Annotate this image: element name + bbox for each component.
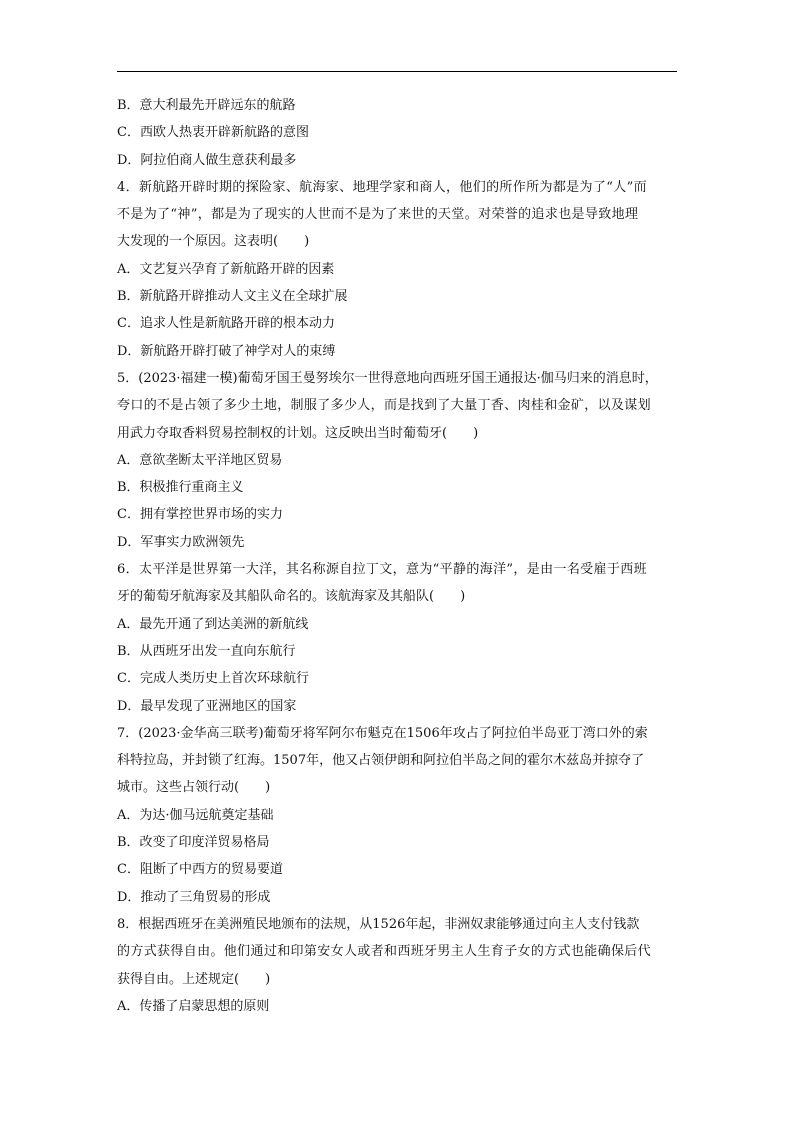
option-q6-b: B．从西班牙出发一直向东航行 <box>117 643 296 659</box>
question-4-stem-line-1: 4．新航路开辟时期的探险家、航海家、地理学家和商人，他们的所作所为都是为了“人”而 <box>117 179 647 195</box>
question-8-stem-line-2: 的方式获得自由。他们通过和印第安女人或者和西班牙男主人生育子女的方式也能确保后代 <box>117 944 652 960</box>
option-q4-c: C．追求人性是新航路开辟的根本动力 <box>117 316 335 332</box>
question-4-stem-line-2: 不是为了“神”，都是为了现实的人世而不是为了来世的天堂。对荣誉的追求也是导致地理 <box>117 207 639 223</box>
option-q5-b: B．积极推行重商主义 <box>117 480 244 496</box>
option-q7-d: D．推动了三角贸易的形成 <box>117 889 271 905</box>
option-q4-d: D．新航路开辟打破了神学对人的束缚 <box>117 343 336 359</box>
option-q8-a: A．传播了启蒙思想的原则 <box>117 998 270 1014</box>
option-q6-d: D．最早发现了亚洲地区的国家 <box>117 698 297 714</box>
question-6-stem-line-2: 牙的葡萄牙航海家及其船队命名的。该航海家及其船队( ) <box>117 589 466 605</box>
option-q5-d: D．军事实力欧洲领先 <box>117 534 245 550</box>
option-q7-b: B．改变了印度洋贸易格局 <box>117 835 270 851</box>
page-content <box>117 92 679 1020</box>
question-7-stem-line-1: 7．(2023·金华高三联考)葡萄牙将军阿尔布魁克在1506年攻占了阿拉伯半岛亚丁湾口外的索 <box>117 725 648 741</box>
option-q4-b: B．新航路开辟推动人文主义在全球扩展 <box>117 289 348 305</box>
question-4-stem-line-3: 大发现的一个原因。这表明( ) <box>117 234 310 250</box>
question-7-stem-line-2: 科特拉岛，并封锁了红海。1507年，他又占领伊朗和阿拉伯半岛之间的霍尔木兹岛并掠夺了 <box>117 753 645 769</box>
option-q3-d: D．阿拉伯商人做生意获利最多 <box>117 152 297 168</box>
option-q7-a: A．为达·伽马远航奠定基础 <box>117 807 274 823</box>
header-rule <box>117 71 677 72</box>
option-q3-c: C．西欧人热衷开辟新航路的意图 <box>117 125 309 141</box>
question-5-stem-line-2: 夸口的不是占领了多少土地，制服了多少人，而是找到了大量丁香、肉桂和金矿，以及谋划 <box>117 398 652 414</box>
option-q6-a: A．最先开通了到达美洲的新航线 <box>117 616 309 632</box>
question-5-stem-line-3: 用武力夺取香料贸易控制权的计划。这反映出当时葡萄牙( ) <box>117 425 479 441</box>
option-q7-c: C．阻断了中西方的贸易要道 <box>117 862 283 878</box>
option-q5-c: C．拥有掌控世界市场的实力 <box>117 507 283 523</box>
question-6-stem-line-1: 6．太平洋是世界第一大洋，其名称源自拉丁文，意为“平静的海洋”，是由一名受雇于西班 <box>117 562 647 578</box>
option-q3-b: B．意大利最先开辟远东的航路 <box>117 98 296 113</box>
question-7-stem-line-3: 城市。这些占领行动( ) <box>117 780 271 796</box>
option-q4-a: A．文艺复兴孕育了新航路开辟的因素 <box>117 261 335 277</box>
option-q5-a: A．意欲垄断太平洋地区贸易 <box>117 452 283 468</box>
question-5-stem-line-1: 5．(2023·福建一模)葡萄牙国王曼努埃尔一世得意地向西班牙国王通报达·伽马归来的消息时， <box>117 370 658 386</box>
question-8-stem-line-3: 获得自由。上述规定( ) <box>117 971 271 987</box>
option-q6-c: C．完成人类历史上首次环球航行 <box>117 671 309 687</box>
question-8-stem-line-1: 8．根据西班牙在美洲殖民地颁布的法规，从1526年起，非洲奴隶能够通过向主人支付钱款 <box>117 916 640 932</box>
